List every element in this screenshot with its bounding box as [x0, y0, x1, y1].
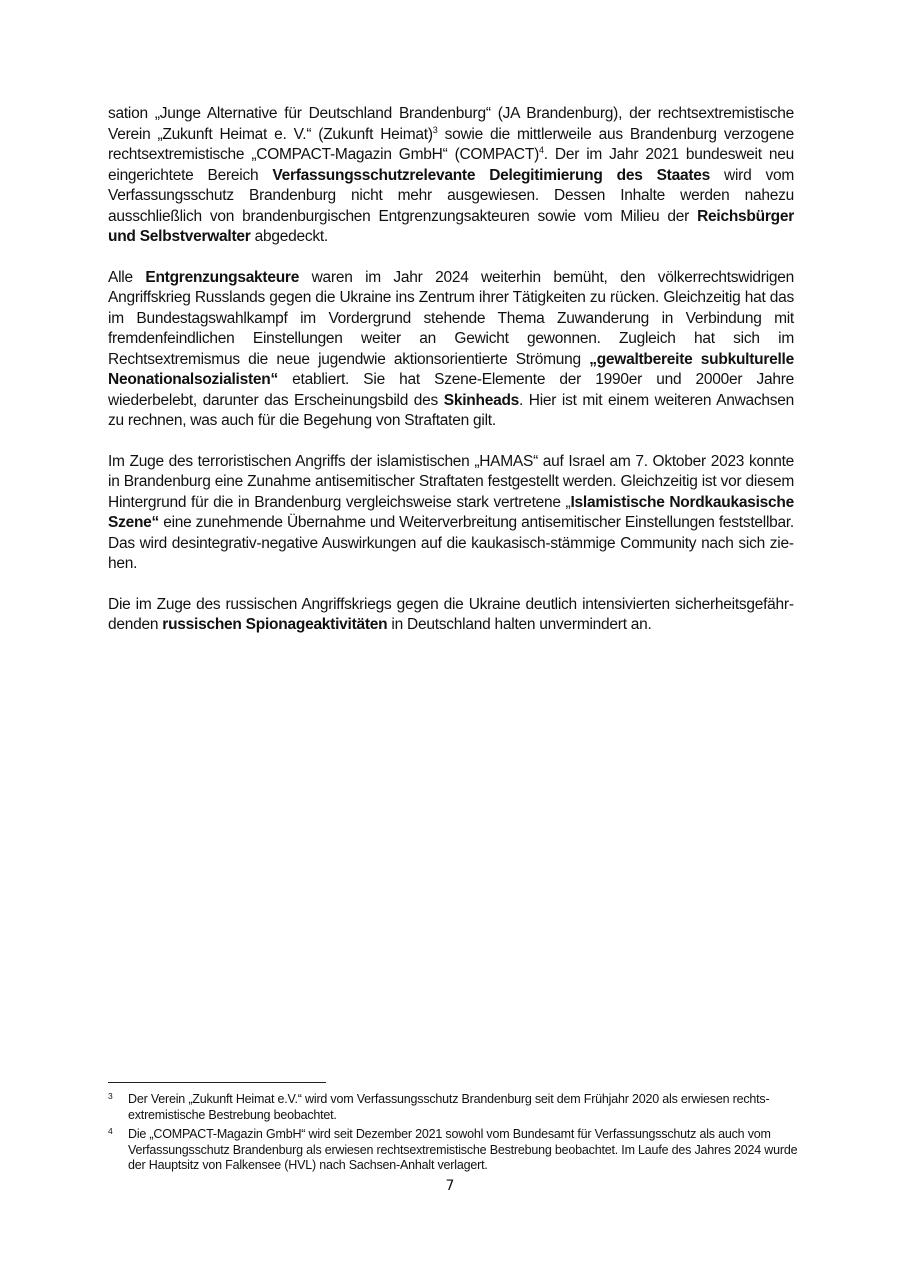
text-run: sowie die mittlerweile aus Brandenburg verzogene rechtsextremistische „COMPACT-Magazin GmbH“ (COMPACT)	[108, 125, 794, 163]
text-run: . Hier ist mit einem weiteren Anwachsen zu rechnen, was auch für die Begehung von Straftaten gilt.	[108, 391, 794, 429]
page-number: 7	[445, 1178, 455, 1194]
text-run: in Deutschland halten unvermindert an.	[387, 616, 652, 633]
footnote-number: 3	[108, 1091, 113, 1101]
bold-term: Reichsbürger und Selbstverwalter	[108, 207, 794, 245]
text-run: Im Zuge des terroristischen Angriffs der islamistischen „HAMAS“ auf Israel am 7. Oktober 2023 konnte in Brandenburg eine Zunahme antisemitischer Straftaten festgestellt werden. Gleichzeitig ist vor diesem Hintergrund für die in Brandenburg vergleichsweise stark vertretene „	[108, 452, 794, 511]
text-run: Die im Zuge des russischen Angriffskriegs gegen die Ukraine deutlich intensivierten sicherheitsgefährdenden	[108, 595, 794, 633]
footnote-number: 4	[108, 1126, 113, 1136]
footnote-reference: 4	[539, 144, 544, 155]
footnote	[108, 1127, 798, 1174]
text-run: Alle	[108, 268, 146, 286]
paragraph	[108, 268, 794, 432]
bold-term: Entgrenzungsakteure	[145, 268, 300, 286]
paragraph	[108, 595, 794, 636]
paragraph	[108, 452, 794, 575]
bold-term: russischen Spionageaktivitäten	[162, 616, 388, 633]
footnote-separator	[108, 1082, 326, 1083]
text-run: wird vom Verfassungsschutz Brandenburg nicht mehr ausgewiesen. Dessen Inhalte werden nahezu ausschließlich von brandenburgischen Entgrenzungsakteuren sowie vom Milieu der	[108, 166, 794, 225]
footnote-reference: 3	[432, 124, 438, 135]
text-run: waren im Jahr 2024 weiterhin bemüht, den völkerrechtswidrigen Angriffskrieg Russlands gegen die Ukraine ins Zentrum ihrer Tätigkeiten zu rücken. Gleichzeitig hat das im Bundestagswahlkampf im Vordergrund stehende Thema Zuwanderung in Verbindung mit fremdenfeindlichen Einstellungen weiter an Gewicht gewonnen. Zugleich hat sich im Rechtsextremismus die neue jugendwie aktionsorientierte Strömung	[108, 268, 794, 368]
body-text	[108, 104, 794, 656]
paragraph	[108, 104, 794, 248]
text-run: . Der im Jahr 2021 bundesweit neu eingerichtete Bereich	[108, 146, 794, 184]
text-run: etabliert. Sie hat Szene-Elemente der 1990er und 2000er Jahre wiederbelebt, darunter das Erscheinungsbild des	[108, 371, 794, 409]
footnote-text: Die „COMPACT-Magazin GmbH“ wird seit Dezember 2021 sowohl vom Bundesamt für Verfassungsschutz als auch vom Verfassungsschutz Brandenburg als erwiesen rechtsextremistische Bestrebung beobachtet. Im Laufe des Jahres 2024 wurde der Hauptsitz von Falkensee (HVL) nach Sachsen-Anhalt verlagert.	[128, 1127, 798, 1172]
footnotes	[108, 1092, 798, 1178]
bold-term: „gewaltbereite subkulturelle Neonationalsozialisten“	[108, 350, 794, 388]
text-run: eine zunehmende Übernahme und Weiterverbreitung antisemitischer Einstellungen feststellbar. Das wird desintegrativ-negative Auswirkungen auf die kaukasisch-stämmige Community nach sich ziehen.	[108, 514, 794, 572]
footnote	[108, 1092, 798, 1123]
text-run: abgedeckt.	[250, 228, 328, 245]
bold-term: Skinheads	[443, 391, 520, 409]
bold-term: Verfassungsschutzrelevante Delegitimierung des Staates	[272, 166, 710, 184]
bold-term: Islamistische Nordkaukasische Szene“	[108, 493, 794, 531]
text-run: sation „Junge Alternative für Deutschland Brandenburg“ (JA Brandenburg), der rechtsextremistische Verein „Zukunft Heimat e. V.“ (Zukunft Heimat)	[108, 105, 794, 143]
footnote-text: Der Verein „Zukunft Heimat e.V.“ wird vom Verfassungsschutz Brandenburg seit dem Frühjahr 2020 als erwiesen rechtsextremistische Bestrebung beobachtet.	[128, 1092, 770, 1122]
